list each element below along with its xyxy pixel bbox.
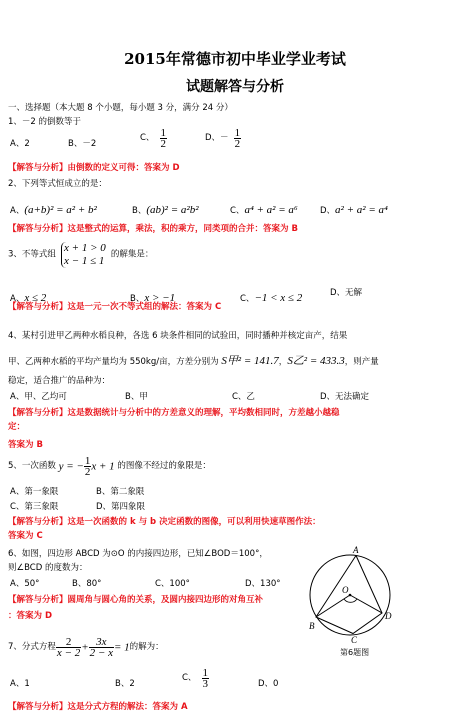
q4-line1: 4、某村引进甲乙两种水稻良种，各选 6 块条件相同的试验田，同时播种并核定亩产，结果: [8, 331, 348, 341]
q3-option-a: A、x ≤ 2: [10, 292, 47, 304]
radius-od: [350, 595, 382, 613]
label-c: C: [351, 635, 358, 645]
q2-option-b: B、(ab)² = a²b²: [132, 204, 199, 216]
q4-answer: 答案为 B: [8, 440, 43, 450]
label-b: B: [309, 621, 315, 631]
fraction: $\frac{1}{2}$: [160, 127, 167, 150]
q4-line3: 稳定，适合推广的品种为：: [8, 376, 111, 386]
page-title: 2015年常德市初中毕业学业考试: [124, 50, 346, 68]
q6-option-a: A、50°: [10, 579, 40, 589]
fraction: $\frac{1}{2}$: [234, 127, 241, 150]
q2-analysis: 【解答与分析】这是整式的运算，乘法，积的乘方，同类项的合并：答案为 B: [8, 224, 298, 234]
figure-caption: 第6题图: [340, 648, 370, 657]
q5-answer: 答案为 C: [8, 531, 43, 541]
circle-quadrilateral-figure: [300, 545, 400, 657]
q3-stem: 3、不等式组 x + 1 > 0 x − 1 ≤ 1 的解集是：: [8, 242, 154, 267]
q5-option-c: C、第三象限: [10, 502, 59, 512]
q6-analysis: 【解答与分析】圆周角与圆心角的关系，及圆内接四边形的对角互补: [8, 595, 264, 605]
q1-option-c: C、 $\frac{1}{2}$: [140, 127, 167, 150]
q5-stem: 5、一次函数 y = − $\frac{1}{2}$ x + 1 的图像不经过的象限是：: [8, 455, 211, 478]
q5-option-b: B、第二象限: [96, 487, 145, 497]
q7-option-a: A、1: [10, 679, 30, 689]
q2-stem: 2、下列等式恒成立的是：: [8, 179, 107, 189]
q5-option-a: A、第一象限: [10, 487, 59, 497]
q1-stem: 1、－2 的倒数等于: [8, 117, 82, 127]
fraction: $\frac{2}{x - 2}$: [56, 636, 81, 659]
section-header: 一、选择题（本大题 8 个小题，每小题 3 分，满分 24 分）: [8, 103, 233, 113]
q2-option-d: D、a² + a² = a⁴: [320, 204, 388, 216]
inequality-system: x + 1 > 0 x − 1 ≤ 1: [61, 242, 106, 268]
q4-line2: 甲、乙两种水稻的平均产量均为 550kg/亩，方差分别为 S甲² = 141.7，S乙² = 433.3，则产量: [8, 355, 379, 367]
q6-analysis-cont: ：答案为 D: [8, 611, 53, 621]
q1-option-b: B、－2: [68, 139, 97, 149]
q7-option-d: D、0: [258, 679, 279, 689]
q7-option-c: C、 $\frac{1}{3}$: [182, 667, 209, 690]
radius-ob: [316, 595, 350, 617]
fraction: $\frac{3x}{2 - x}$: [89, 636, 113, 659]
q6-option-d: D、130°: [245, 579, 281, 589]
angle-bod-arc: [344, 599, 357, 602]
q2-option-c: C、a⁴ + a² = a⁶: [230, 204, 298, 216]
q7-option-b: B、2: [115, 679, 135, 689]
label-d: D: [385, 611, 392, 621]
q6-line2: 则∠BCD 的度数为：: [8, 563, 88, 573]
label-o: O: [342, 585, 349, 595]
q3-option-c: C、−1 < x ≤ 2: [240, 292, 303, 304]
q4-option-b: B、甲: [125, 392, 148, 402]
label-a: A: [353, 545, 359, 555]
q1-option-a: A、2: [10, 139, 30, 149]
q4-analysis: 【解答与分析】这是数据统计与分析中的方差意义的理解，平均数相同时，方差越小越稳: [8, 408, 340, 418]
q3-option-d: D、无解: [330, 288, 363, 298]
q1-analysis: 【解答与分析】由倒数的定义可得：答案为 D: [8, 163, 180, 173]
page-subtitle: 试题解答与分析: [186, 79, 284, 95]
q6-line1: 6、如图，四边形 ABCD 为⊙O 的内接四边形，已知∠BOD＝100°，: [8, 549, 268, 559]
q3-option-b: B、x > −1: [130, 292, 176, 304]
q2-option-a: A、(a+b)² = a² + b²: [10, 204, 97, 216]
q5-option-d: D、第四象限: [96, 502, 146, 512]
q4-option-c: C、乙: [232, 392, 255, 402]
center-point: [349, 594, 352, 597]
q1-option-d: D、－ $\frac{1}{2}$: [205, 127, 241, 150]
q4-analysis-cont: 定：: [8, 422, 26, 432]
q6-option-b: B、80°: [72, 579, 102, 589]
q5-analysis: 【解答与分析】这是一次函数的 k 与 b 决定函数的图像，可以利用快速草图作法：: [8, 517, 321, 527]
q4-option-a: A、甲、乙均可: [10, 392, 67, 402]
q3-analysis: 【解答与分析】这是一元一次不等式组的解法：答案为 C: [8, 302, 222, 312]
fraction: $\frac{1}{3}$: [202, 667, 209, 690]
q7-analysis: 【解答与分析】这是分式方程的解法：答案为 A: [8, 702, 188, 712]
q6-option-c: C、100°: [155, 579, 190, 589]
q7-stem: 7、分式方程 $\frac{2}{x - 2}$ + $\frac{3x}{2 - x}$ = 1的解为：: [8, 636, 164, 659]
fraction: $\frac{1}{2}$: [84, 455, 91, 478]
q4-option-d: D、无法确定: [320, 392, 370, 402]
